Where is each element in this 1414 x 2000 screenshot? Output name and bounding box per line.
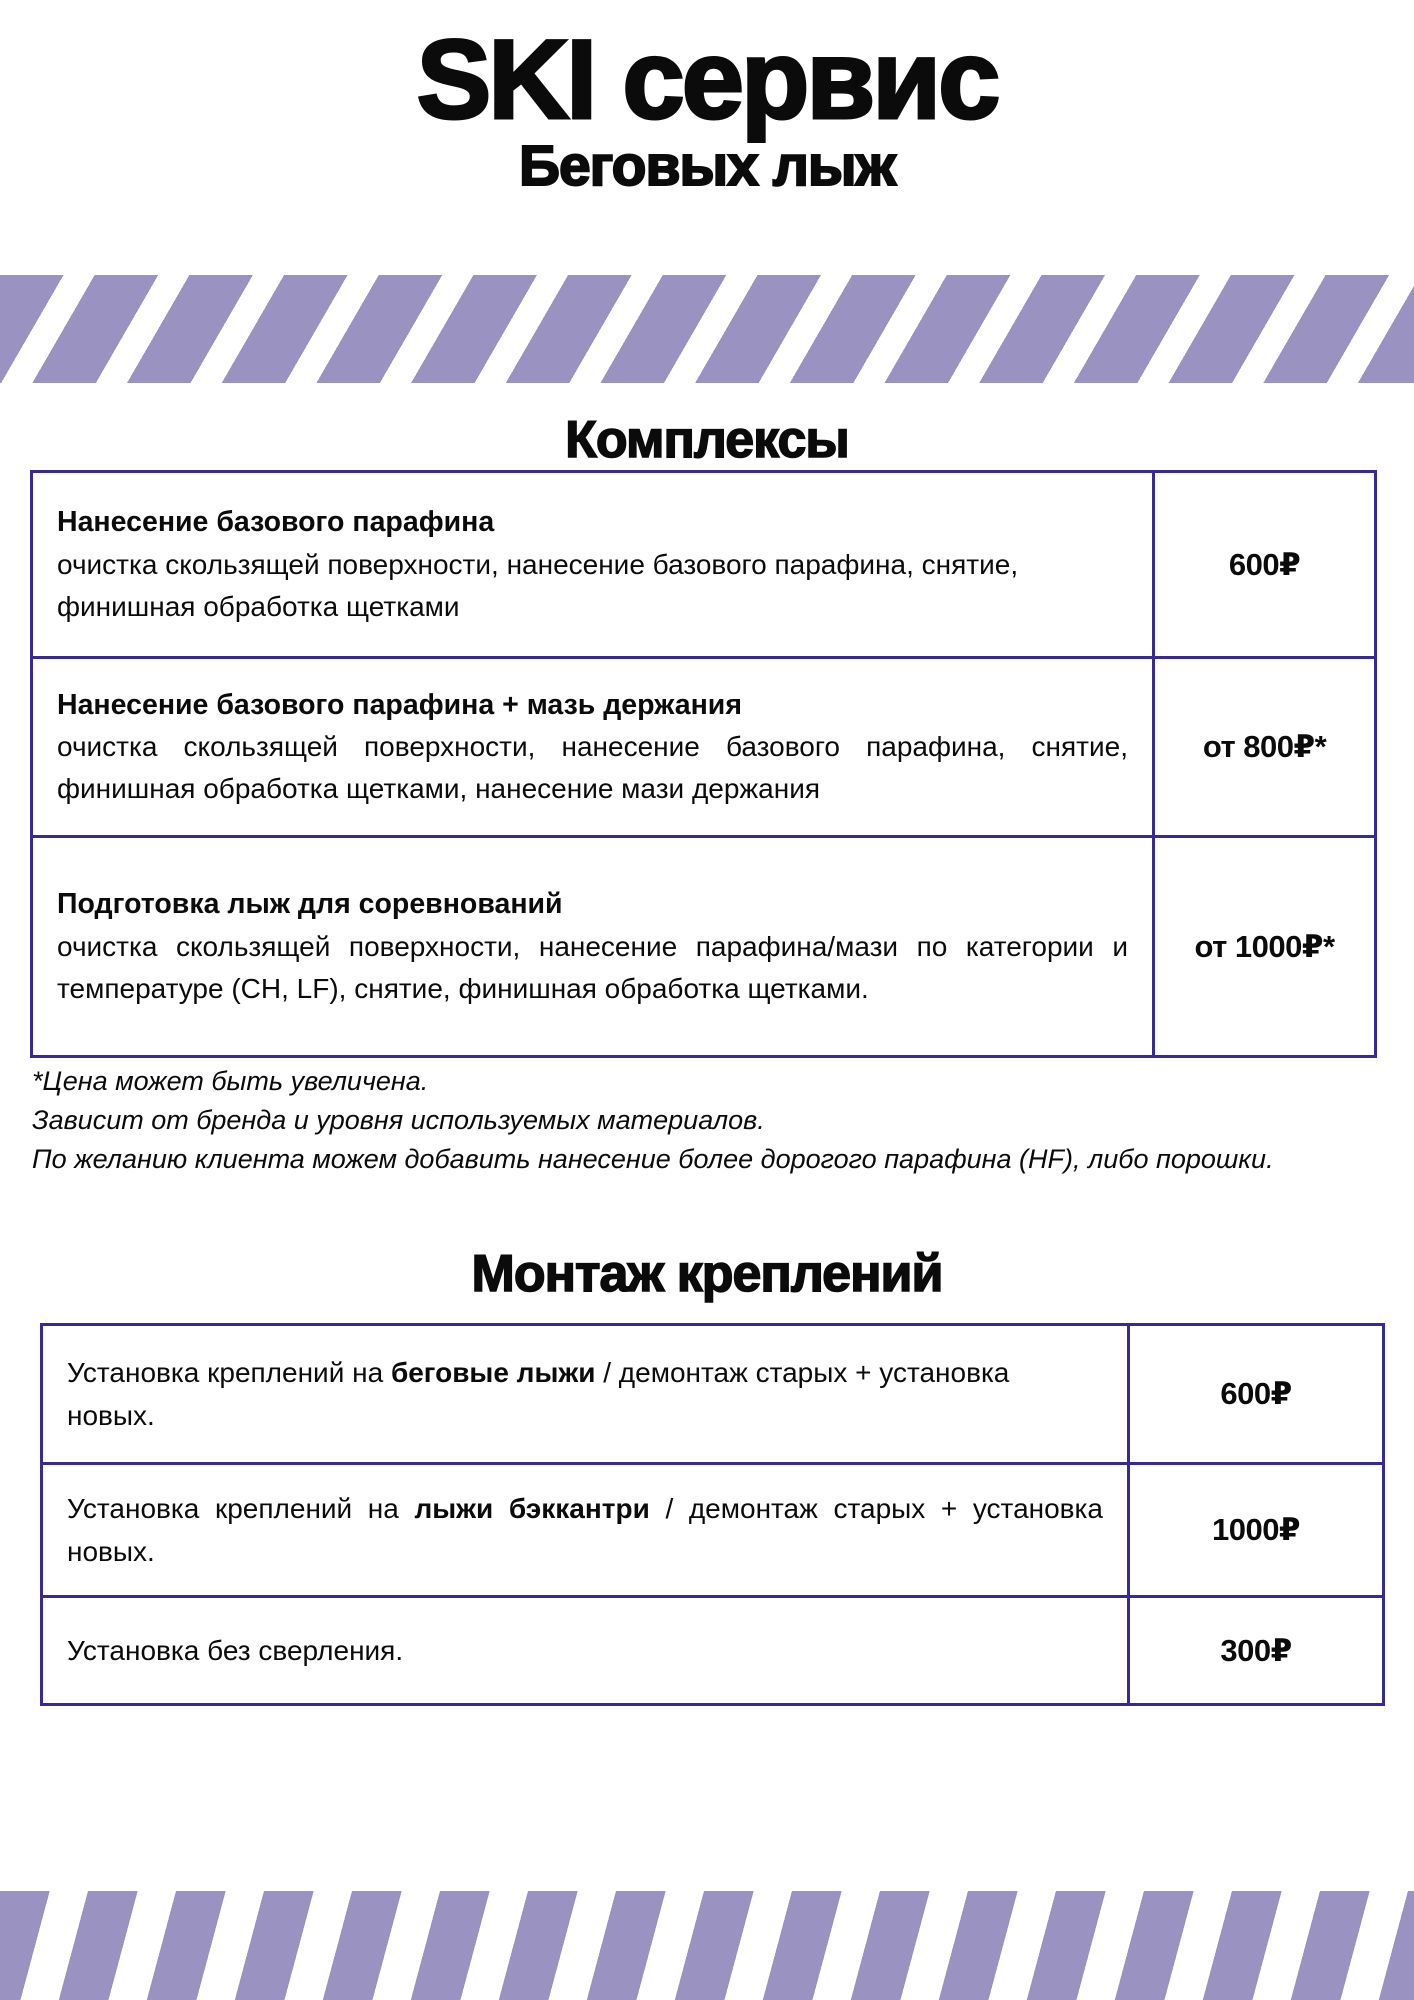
service-text-bold: лыжи бэккантри (414, 1492, 650, 1524)
price-cell: от 800₽* (1152, 659, 1374, 835)
price-cell: 300₽ (1127, 1598, 1382, 1703)
table-row (33, 473, 1374, 656)
decorative-stripes-bottom (0, 1891, 1414, 2000)
service-cell (33, 659, 1152, 835)
service-description (67, 1351, 1103, 1438)
service-description (67, 1629, 1103, 1672)
price-cell: от 1000₽* (1152, 838, 1374, 1055)
section-heading-mounting: Монтаж креплений (471, 1245, 943, 1303)
poster-title: SKI сервис (416, 17, 998, 142)
service-description: очистка скользящей поверхности, нанесение парафина/мази по категории и температуре (CH, LF), снятие, финишная обработка щетками. (57, 930, 1128, 1004)
service-title: Нанесение базового парафина + мазь держания (57, 688, 742, 721)
complexes-price-table (30, 470, 1377, 1058)
service-title: Подготовка лыж для соревнований (57, 888, 563, 921)
service-cell (43, 1326, 1127, 1462)
footnote-line: По желанию клиента можем добавить нанесение более дорогого парафина (HF), либо порошки. (32, 1144, 1274, 1175)
price-cell: 600₽ (1152, 473, 1374, 656)
service-text: / демонтаж старых + установка новых. (67, 1356, 1010, 1431)
service-text: Установка креплений на (67, 1492, 415, 1524)
poster-subtitle: Беговых лыж (518, 134, 896, 198)
footnote-line: Зависит от бренда и уровня используемых материалов. (32, 1105, 765, 1136)
decorative-stripes-top (0, 275, 1414, 383)
service-text: Установка без сверления. (67, 1634, 404, 1666)
table-row (43, 1595, 1382, 1703)
table-row (33, 835, 1374, 1055)
footnotes (32, 1062, 1392, 1179)
service-cell (43, 1465, 1127, 1595)
table-row (43, 1326, 1382, 1462)
mounting-price-table (40, 1323, 1385, 1706)
service-description: очистка скользящей поверхности, нанесение базового парафина, снятие, финишная обработка щетками (57, 548, 1019, 622)
service-text: Установка креплений на (67, 1356, 391, 1388)
service-cell (43, 1598, 1127, 1703)
service-text-bold: беговые лыжи (390, 1356, 596, 1388)
price-cell: 1000₽ (1127, 1465, 1382, 1595)
service-title: Нанесение базового парафина (57, 506, 495, 539)
service-cell (33, 838, 1152, 1055)
service-text: / демонтаж старых + установка новых. (67, 1492, 1103, 1567)
footnote-line: *Цена может быть увеличена. (32, 1066, 429, 1096)
service-description: очистка скользящей поверхности, нанесение базового парафина, снятие, финишная обработка щетками, нанесение мази держания (57, 731, 1128, 805)
table-row (33, 656, 1374, 835)
section-heading-complexes: Комплексы (565, 411, 849, 469)
table-row (43, 1462, 1382, 1595)
price-cell: 600₽ (1127, 1326, 1382, 1462)
service-cell (33, 473, 1152, 656)
service-description (67, 1487, 1103, 1574)
